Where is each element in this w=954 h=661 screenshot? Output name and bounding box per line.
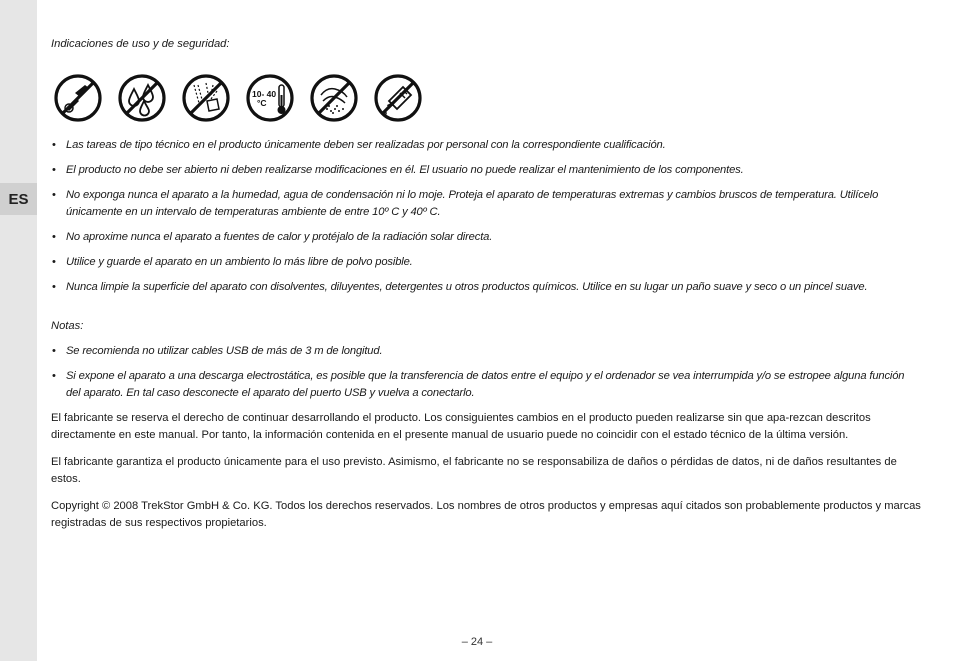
paragraph: El fabricante se reserva el derecho de continuar desarrollando el producto. Los consiguientes cambios en el producto pueden realizarse sin que apa-rezcan descritos directamente en este manual. Por tanto, la información contenida en el presente manual de usuario puede no coincidir con el estado técnico de la última versión. [51, 412, 871, 441]
list-item: • Las tareas de tipo técnico en el producto únicamente deben ser realizadas por personal con la correspondiente cualificación. [51, 137, 921, 154]
safety-bullet-list [51, 137, 921, 296]
page-number: – 24 – [461, 636, 493, 648]
svg-text:10- 40: 10- 40 [252, 89, 277, 99]
no-spray-icon [181, 73, 231, 123]
list-item: • El producto no debe ser abierto ni deben realizarse modificaciones en él. El usuario no puede realizar el mantenimiento de los componentes. [51, 162, 921, 179]
list-item: • No aproxime nunca el aparato a fuentes de calor y protéjalo de la radiación solar directa. [51, 229, 921, 246]
list-item: • Nunca limpie la superficie del aparato con disolventes, diluyentes, detergentes u otros productos químicos. Utilice en su lugar un paño suave y seco o un pincel suave. [51, 279, 921, 296]
list-item: • Utilice y guarde el aparato en un ambiento lo más libre de polvo posible. [51, 254, 921, 271]
list-item: • Si expone el aparato a una descarga electrostática, es posible que la transferencia de datos entre el equipo y el ordenador se vea interrumpida y/o se estropee alguna función del aparato. En tal caso desconecte el aparato del puerto USB y vuelva a conectarlo. [51, 368, 921, 402]
list-item: • No exponga nunca el aparato a la humedad, agua de condensación ni lo moje. Proteja el aparato de temperaturas extremas y cambios bruscos de temperatura. Utilícelo únicamente en un intervalo de temperaturas ambiente de entre 10º C y 40º C. [51, 187, 921, 221]
list-item: • Se recomienda no utilizar cables USB de más de 3 m de longitud. [51, 343, 921, 360]
notes-title: Notas: [51, 320, 84, 332]
paragraph: El fabricante garantiza el producto únicamente para el uso previsto. Asimismo, el fabricante no se responsabiliza de daños o pérdidas de datos, ni de daños resultantes de estos. [51, 456, 897, 485]
page-content [51, 36, 921, 542]
temperature-range-icon [245, 73, 295, 123]
no-magnetic-field-icon [309, 73, 359, 123]
paragraph: Copyright © 2008 TrekStor GmbH & Co. KG. Todos los derechos reservados. Los nombres de otros productos y empresas aquí citados son probablemente productos y marcas registradas de sus respectivos propietarios. [51, 500, 921, 529]
notes-bullet-list [51, 343, 921, 402]
safety-icons [53, 73, 921, 123]
svg-text:°C: °C [257, 98, 267, 108]
no-water-drops-icon [117, 73, 167, 123]
no-tools-icon [53, 73, 103, 123]
section-heading: Indicaciones de uso y de seguridad: [51, 38, 230, 50]
side-strip [0, 0, 37, 661]
no-chemicals-icon [373, 73, 423, 123]
language-tab: ES [0, 183, 37, 215]
